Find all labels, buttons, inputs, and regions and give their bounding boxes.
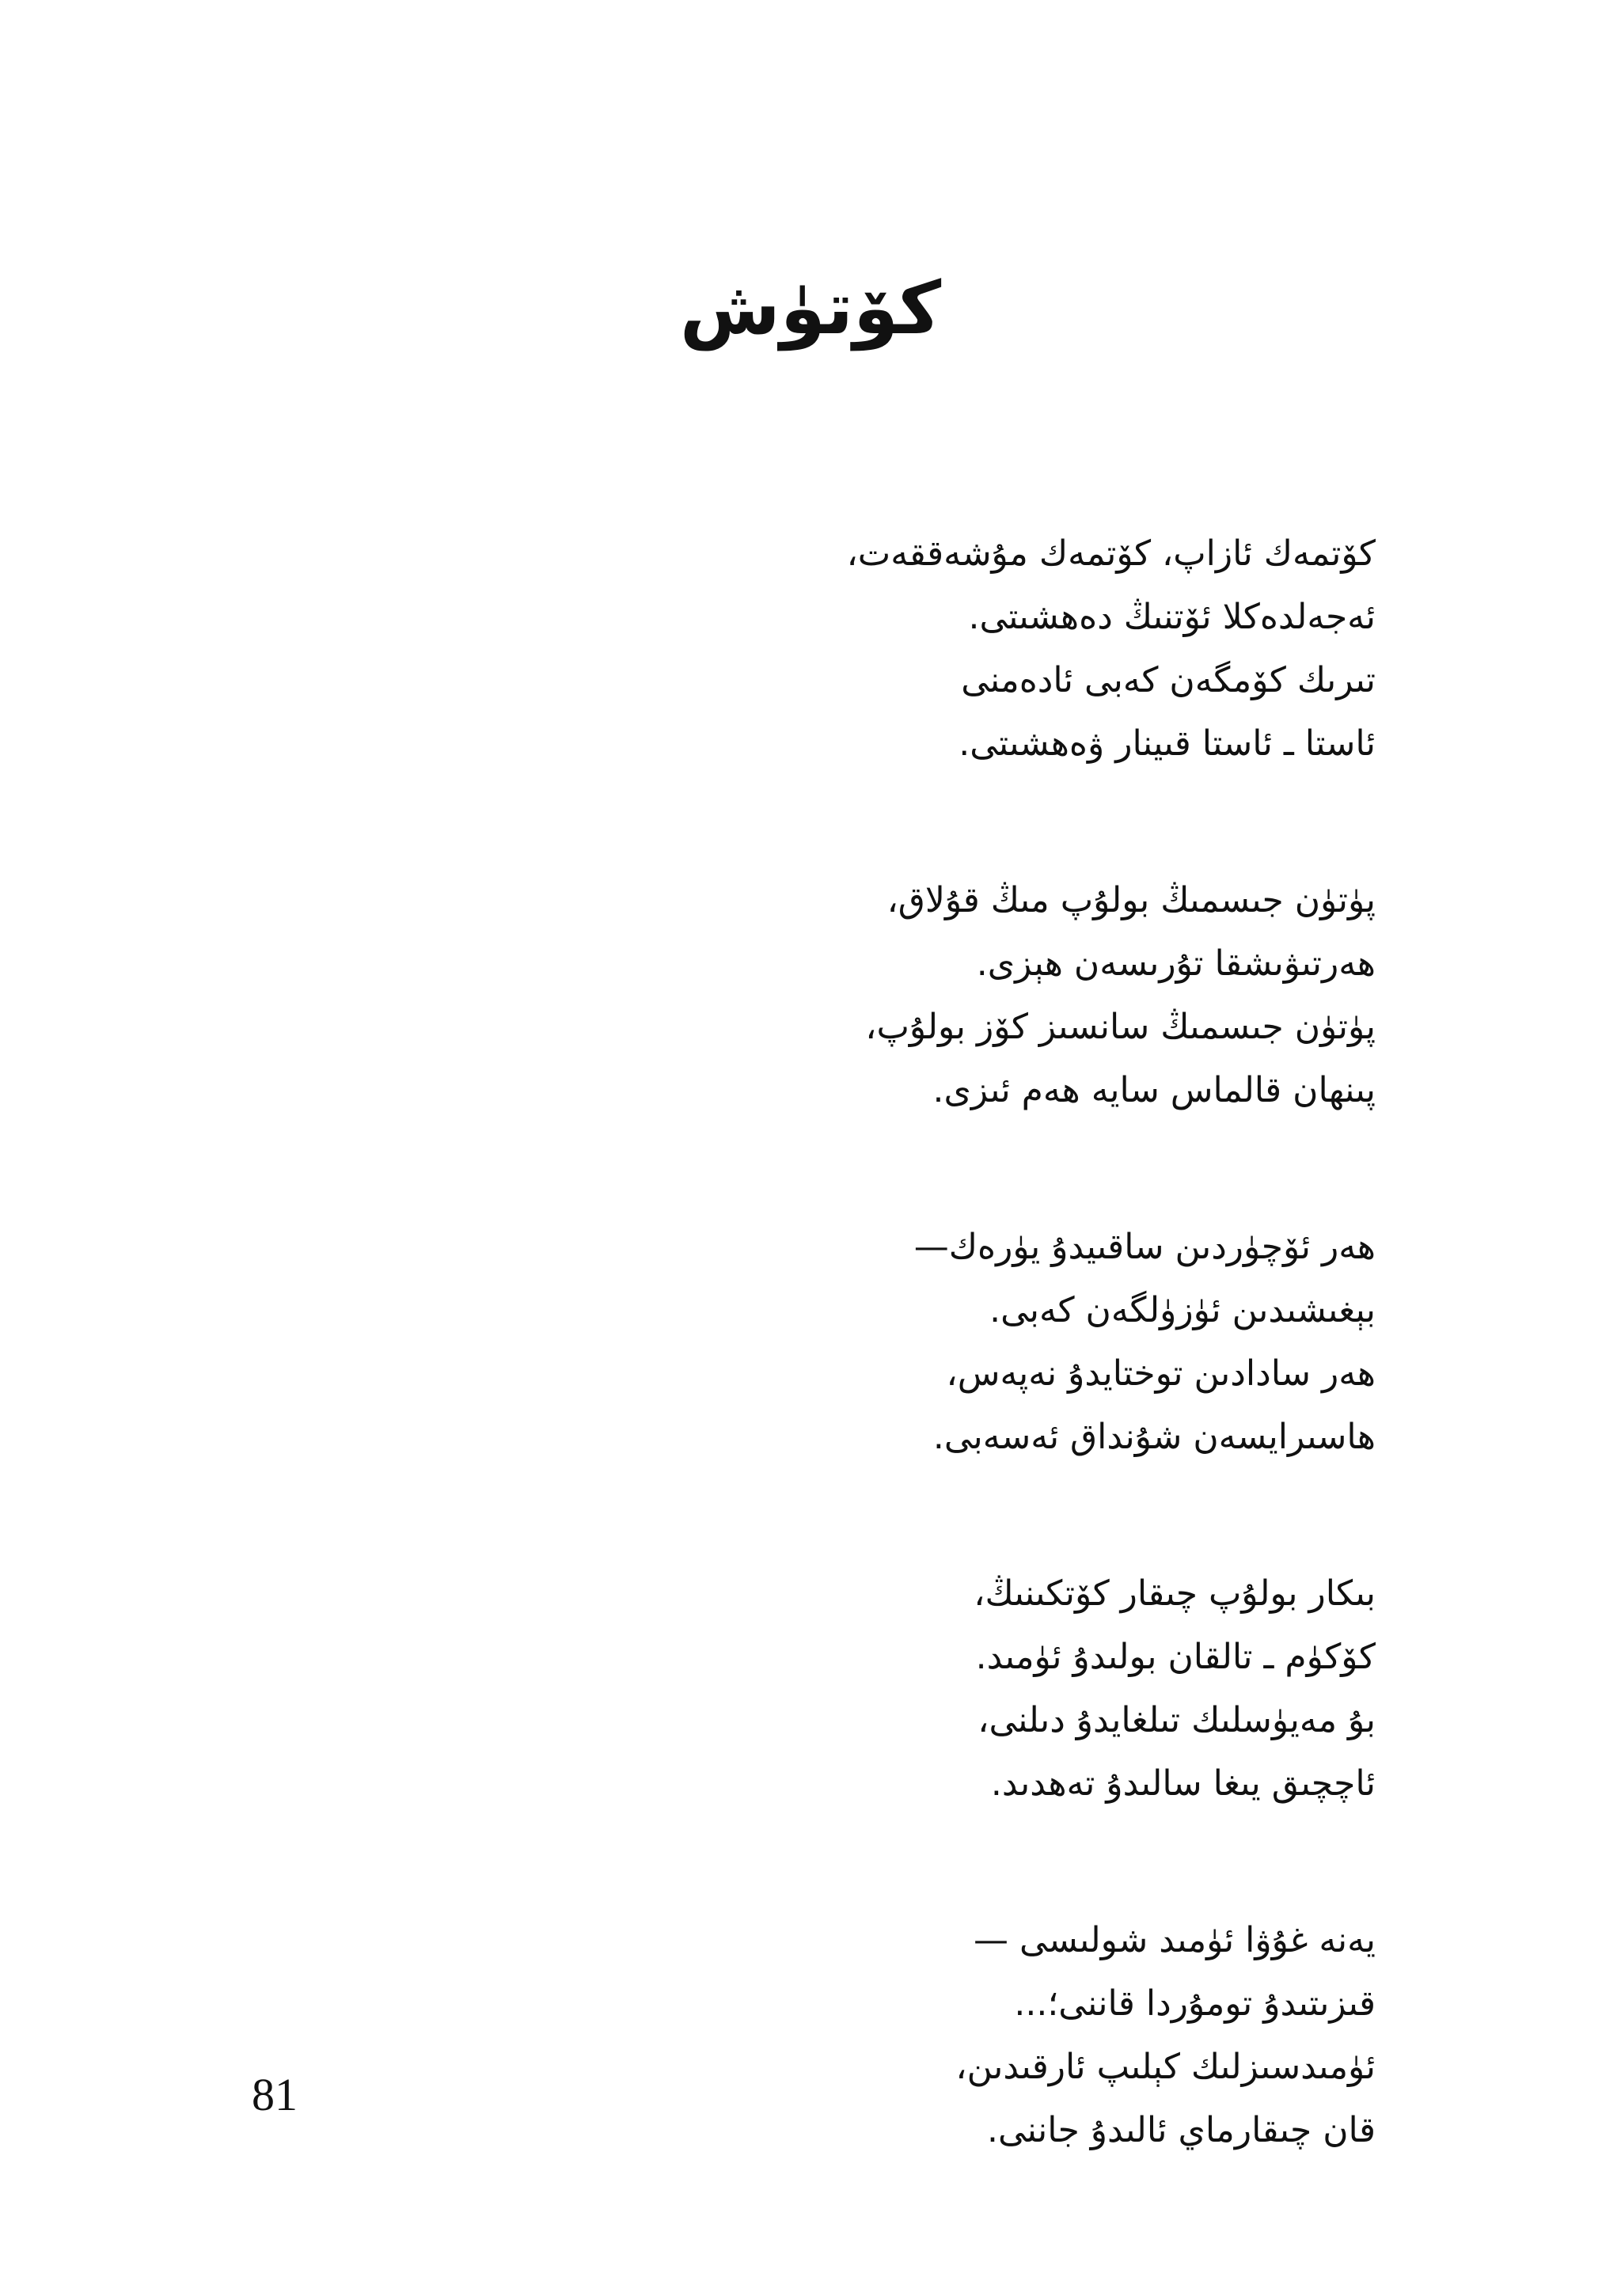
poem-line: ھەر سادادىن توختايدۇ نەپەس، [946,1353,1376,1394]
poem-line: بىكار بولۇپ چىقار كۆتكىنىڭ، [974,1573,1376,1614]
poem-line: بۇ مەيۈسلىك تىلغايدۇ دىلنى، [978,1700,1376,1740]
poem-line: كۆكۈم ـ تالقان بولىدۇ ئۈمىد. [975,1637,1376,1677]
poem-line: ئاستا ـ ئاستا قىينار ۋەھشىتى. [959,723,1376,764]
poem-line: ھەرتىۋىشقا تۇرىسەن ھېزى. [976,943,1376,984]
poem-body [426,522,1376,2162]
poem-line: قان چىقارماي ئالىدۇ جاننى. [987,2110,1376,2150]
poem-line: تىرىك كۆمگەن كەبى ئادەمنى [961,660,1376,700]
page-number: 81 [252,2069,298,2120]
poem-line: پۈتۈن جىسمىڭ سانسىز كۆز بولۇپ، [865,1007,1376,1047]
poem-line: بېغىشىدىن ئۈزۈلگەن كەبى. [989,1290,1376,1330]
poem-line: ئاچچىق يىغا سالىدۇ تەھدىد. [990,1763,1376,1804]
poem-line: پۈتۈن جىسمىڭ بولۇپ مىڭ قۇلاق، [886,880,1376,920]
poem-line: ھاسىرايسەن شۇنداق ئەسەبى. [932,1417,1376,1457]
poem-line: ئەجەلدەكلا ئۆتنىڭ دەھشىتى. [968,597,1376,637]
stanza [426,522,1376,776]
poem-line: يەنە غۇۋا ئۈمىد شولىسى — [974,1920,1376,1960]
poem-line: ھەر ئۆچۈردىن ساقىيدۇ يۈرەك— [913,1227,1376,1267]
page-title: كۆتۈش [679,266,942,351]
poem-line: كۆتمەك ئازاپ، كۆتمەك مۇشەققەت، [846,533,1376,574]
stanza [426,1562,1376,1816]
stanza [426,1216,1376,1469]
poem-line: پىنھان قالماس سايە ھەم ئىزى. [932,1070,1376,1110]
stanza [426,1909,1376,2162]
stanza [426,869,1376,1122]
poem-line: قىزىتىدۇ تومۇردا قاننى؛... [1014,1983,1376,2024]
poem-line: ئۈمىدسىزلىك كېلىپ ئارقىدىن، [955,2047,1376,2087]
